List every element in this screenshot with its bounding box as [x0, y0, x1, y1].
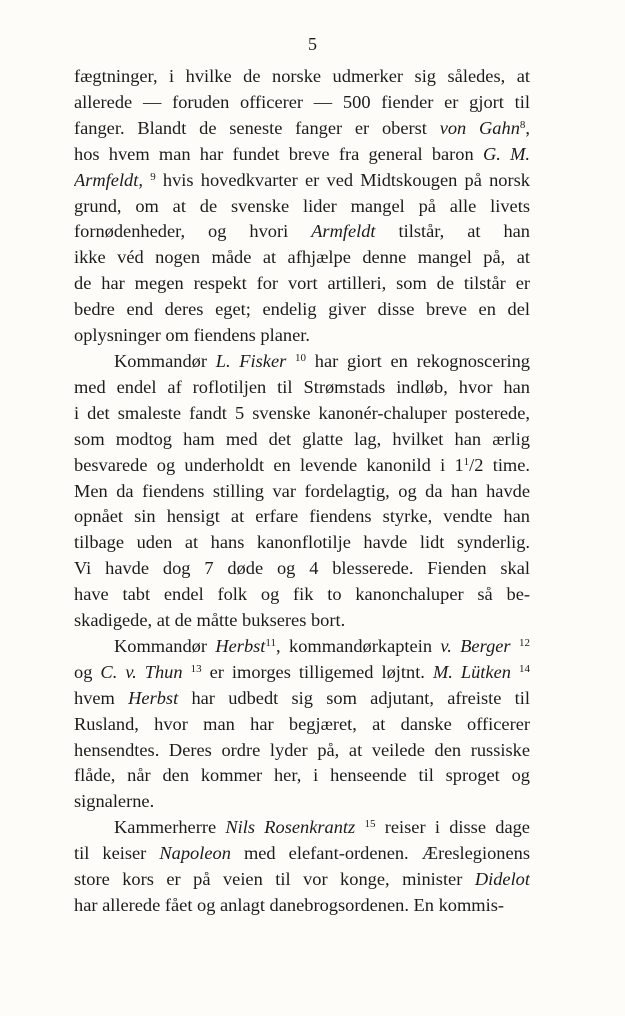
- text-run: , kommandørkaptein: [276, 635, 441, 656]
- text-run: med elefant-ordenen. Æreslegionens: [230, 843, 530, 864]
- text-run: Men da fiendens stilling var fordelagtig, og da han havde: [74, 480, 530, 501]
- text-run: ,: [525, 117, 530, 138]
- text-run: med endel af roflotiljen til Strømstads indløb, hvor han: [74, 376, 530, 397]
- paragraph: [74, 64, 530, 349]
- text-run: de har megen respekt for vort artilleri, som de tilstår er: [74, 273, 530, 294]
- text-run: Kommandør: [114, 350, 216, 371]
- text-run: som modtog ham med det glatte lag, hvilket han ærlig: [74, 428, 530, 449]
- footnote-marker: 12: [519, 636, 530, 649]
- text-run: oplysninger om fiendens planer.: [74, 325, 310, 346]
- text-run: reiser i disse dage: [375, 817, 530, 838]
- italic-name: Napoleon: [159, 843, 231, 864]
- text-run: hos hvem man har fundet breve fra general baron: [74, 143, 483, 164]
- paragraph: [74, 634, 530, 815]
- italic-name: G. M.: [482, 143, 530, 164]
- text-line: [74, 323, 530, 349]
- text-line: [74, 219, 530, 245]
- italic-name: Nils Rosenkrantz: [225, 817, 356, 838]
- text-line: [74, 453, 530, 479]
- text-run: hensendtes. Deres ordre lyder på, at veilede den russiske: [74, 739, 530, 760]
- text-line: [74, 556, 530, 582]
- text-line: [74, 582, 530, 608]
- text-line: [74, 297, 530, 323]
- text-run: /2 time.: [469, 454, 530, 475]
- footnote-marker: 9: [150, 170, 156, 183]
- footnote-marker: 1: [463, 455, 470, 468]
- text-line: [74, 815, 530, 841]
- italic-name: L. Fisker: [215, 350, 287, 371]
- text-run: fægtninger, i hvilke de norske udmerker sig således, at: [74, 66, 530, 86]
- italic-name: Didelot: [474, 869, 530, 890]
- text-run: og: [74, 661, 101, 682]
- text-line: [74, 841, 530, 867]
- footnote-marker: 13: [190, 662, 202, 675]
- text-run: opnået sin hensigt at erfare fiendens styrke, vendte han: [74, 506, 530, 527]
- italic-name: M. Lütken: [432, 661, 511, 682]
- text-run: [511, 662, 519, 682]
- body-text: [74, 64, 530, 919]
- text-run: har giort en rekognoscering: [306, 350, 530, 371]
- text-line: [74, 660, 530, 686]
- footnote-marker: 10: [295, 351, 307, 364]
- text-run: Rusland, hvor man har begjæret, at danske officerer: [74, 713, 530, 734]
- text-run: i det smaleste fandt 5 svenske kanonér-chaluper posterede,: [74, 402, 530, 423]
- text-run: grund, om at de svenske lider mangel på alle livets: [74, 195, 530, 216]
- text-run: Vi havde dog 7 døde og 4 blesserede. Fienden skal: [74, 558, 530, 579]
- text-line: [74, 789, 530, 815]
- text-run: har allerede fået og anlagt danebrogsordenen. En kommis-: [74, 895, 504, 915]
- text-run: [183, 662, 191, 682]
- text-line: [74, 634, 530, 660]
- text-run: [511, 636, 519, 656]
- text-line: [74, 349, 530, 375]
- text-line: [74, 64, 530, 90]
- text-run: Kommandør: [114, 635, 216, 656]
- text-run: flåde, når den kommer her, i henseende til sproget og: [74, 765, 530, 786]
- text-line: [74, 271, 530, 297]
- italic-name: C. v. Thun: [100, 661, 183, 682]
- footnote-marker: 15: [364, 818, 376, 831]
- text-run: fanger. Blandt de seneste fanger er oberst: [74, 117, 440, 138]
- text-line: [74, 168, 530, 194]
- text-run: til keiser: [74, 843, 160, 864]
- text-line: [74, 893, 530, 919]
- text-run: store kors er på veien til vor konge, minister: [74, 869, 475, 890]
- text-line: [74, 116, 530, 142]
- paragraph: [74, 349, 530, 634]
- italic-name: Armfeldt: [311, 221, 376, 242]
- text-run: have tabt endel folk og fik to kanonchaluper så be-: [74, 584, 530, 605]
- paragraph: [74, 815, 530, 919]
- text-line: [74, 245, 530, 271]
- text-run: hvis hovedkvarter er ved Midtskougen på norsk: [155, 169, 530, 190]
- text-line: [74, 530, 530, 556]
- italic-name: von Gahn: [439, 117, 520, 138]
- text-run: fornødenheder, og hvori: [74, 221, 312, 242]
- italic-name: Armfeldt,: [74, 169, 143, 190]
- text-line: [74, 427, 530, 453]
- text-run: skadigede, at de måtte bukseres bort.: [74, 610, 346, 631]
- footnote-marker: 14: [518, 662, 530, 675]
- text-line: [74, 867, 530, 893]
- text-run: signalerne.: [74, 791, 155, 812]
- text-run: bedre end deres eget; endelig giver disse breve en del: [74, 299, 530, 320]
- text-run: besvarede og underholdt en levende kanonild i 1: [74, 454, 464, 475]
- text-run: [286, 351, 295, 371]
- footnote-marker: 8: [519, 118, 526, 131]
- text-line: [74, 401, 530, 427]
- text-run: hvem: [74, 687, 129, 708]
- page-number: 5: [308, 34, 317, 54]
- text-line: [74, 686, 530, 712]
- text-line: [74, 375, 530, 401]
- text-run: tilbage uden at hans kanonflotilje havde lidt synderlig.: [74, 532, 530, 553]
- text-line: [74, 738, 530, 764]
- text-line: [74, 763, 530, 789]
- text-line: [74, 479, 530, 505]
- text-run: har udbedt sig som adjutant, afreiste til: [178, 687, 530, 708]
- text-line: [74, 712, 530, 738]
- text-line: [74, 194, 530, 220]
- footnote-marker: 11: [265, 636, 277, 649]
- text-line: [74, 504, 530, 530]
- italic-name: Herbst: [128, 687, 179, 708]
- italic-name: Herbst: [215, 635, 266, 656]
- text-line: [74, 608, 530, 634]
- text-line: [74, 142, 530, 168]
- text-line: [74, 90, 530, 116]
- text-run: er imorges tilligemed løjtnt.: [201, 661, 433, 682]
- text-run: Kammerherre: [114, 817, 226, 838]
- text-run: ikke véd nogen måde at afhjælpe denne mangel på, at: [74, 247, 530, 268]
- italic-name: v. Berger: [440, 635, 511, 656]
- text-run: tilstår, at han: [375, 221, 530, 242]
- text-run: allerede — foruden officerer — 500 fiender er gjort til: [74, 91, 530, 112]
